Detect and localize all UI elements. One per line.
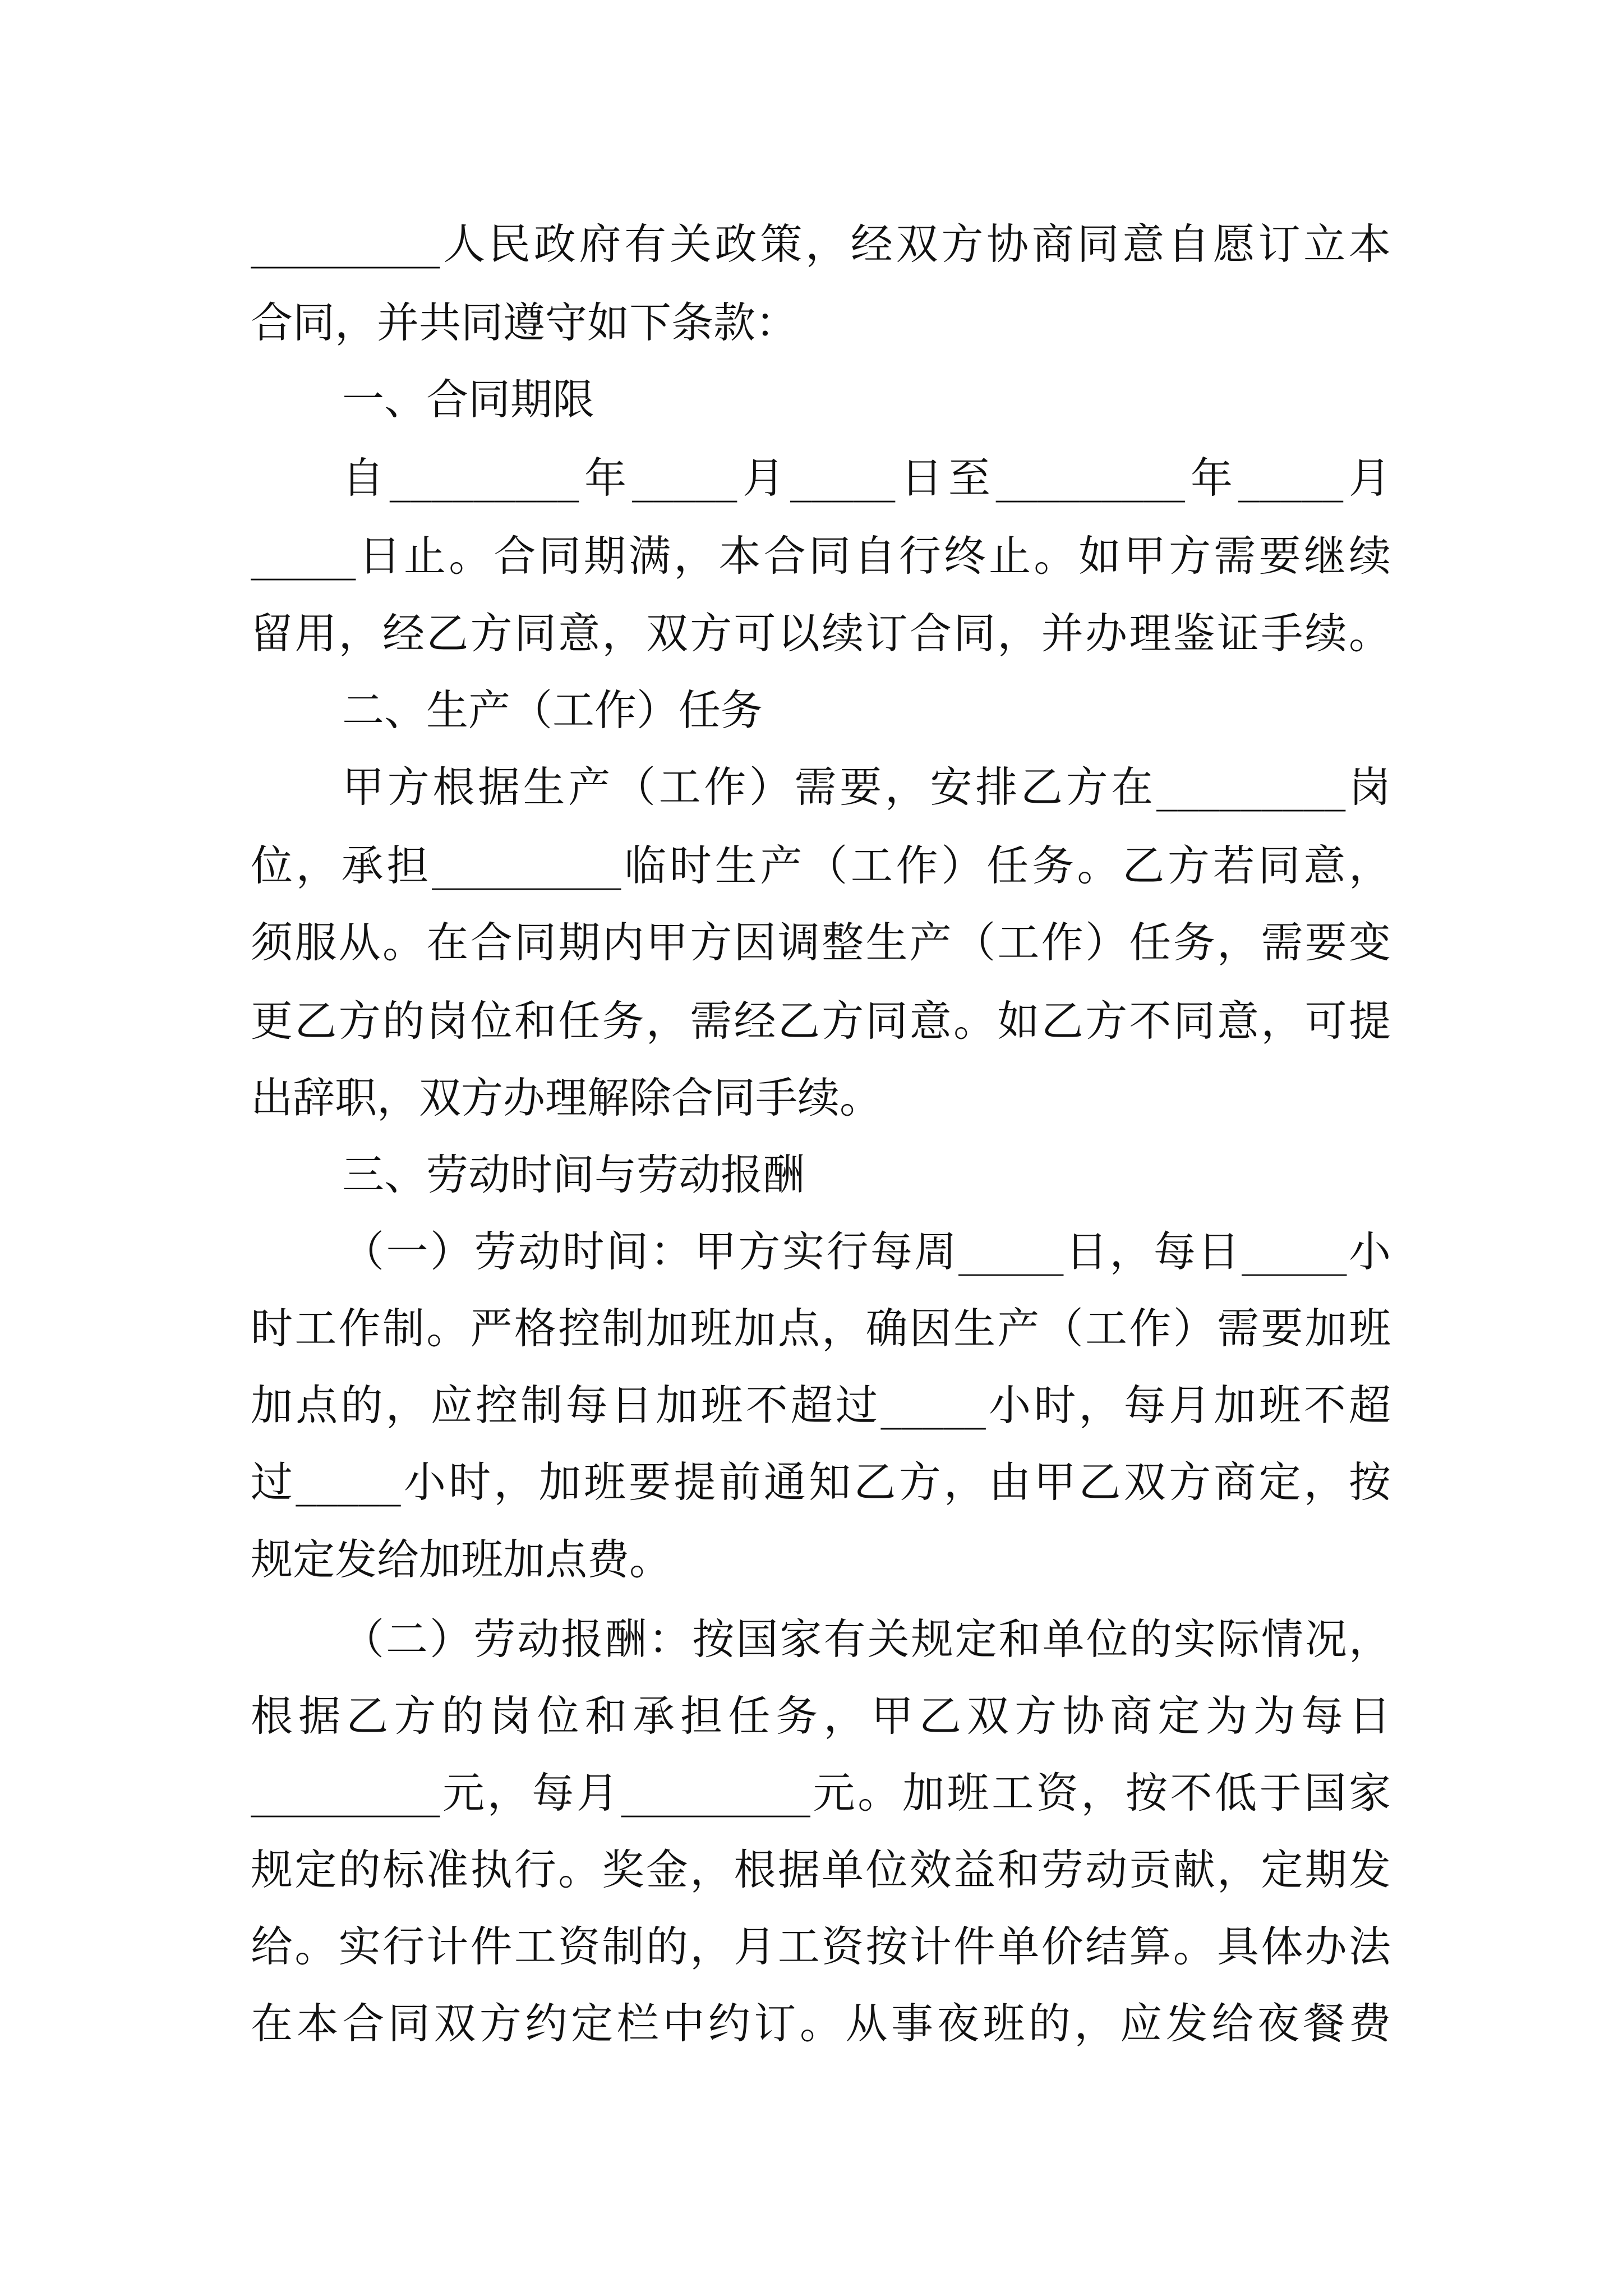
working-hours-line-2: 时工作制。严格控制加班加点，确因生产（工作）需要加班 [251,1304,1391,1353]
intro-line-1: _________人民政府有关政策，经双方协商同意自愿订立本 [251,219,1391,269]
contract-term-line-3: 留用，经乙方同意，双方可以续订合同，并办理鉴证手续。 [251,609,1391,658]
work-task-line-3: 须服从。在合同期内甲方因调整生产（工作）任务，需要变 [251,918,1391,967]
work-task-line-1: 甲方根据生产（工作）需要，安排乙方在_________岗 [342,762,1391,812]
remuneration-line-3: _________元，每月_________元。加班工资，按不低于国家 [251,1768,1391,1818]
remuneration-line-1: （二）劳动报酬：按国家有关规定和单位的实际情况， [342,1614,1391,1664]
remuneration-line-6: 在本合同双方约定栏中约订。从事夜班的，应发给夜餐费 [251,1999,1391,2048]
remuneration-line-4: 规定的标准执行。奖金，根据单位效益和劳动贡献，定期发 [251,1845,1391,1894]
work-task-line-2: 位，承担_________临时生产（工作）任务。乙方若同意， [251,841,1391,890]
section-heading-work-task: 二、生产（工作）任务 [342,685,763,735]
working-hours-line-5: 规定发给加班加点费。 [251,1535,672,1584]
work-task-line-5: 出辞职，双方办理解除合同手续。 [251,1073,882,1122]
section-heading-hours-and-pay: 三、劳动时间与劳动报酬 [342,1150,805,1199]
section-heading-contract-term: 一、合同期限 [342,375,595,424]
working-hours-line-1: （一）劳动时间：甲方实行每周_____日，每日_____小 [342,1227,1391,1276]
work-task-line-4: 更乙方的岗位和任务，需经乙方同意。如乙方不同意，可提 [251,996,1391,1046]
remuneration-line-5: 给。实行计件工资制的，月工资按计件单价结算。具体办法 [251,1922,1391,1971]
contract-term-line-1: 自_________年_____月_____日至_________年_____月 [342,453,1391,503]
working-hours-line-3: 加点的，应控制每日加班不超过_____小时，每月加班不超 [251,1381,1391,1430]
intro-line-2: 合同，并共同遵守如下条款： [251,298,798,347]
working-hours-line-4: 过_____小时，加班要提前通知乙方，由甲乙双方商定，按 [251,1457,1391,1507]
contract-term-line-2: _____日止。合同期满，本合同自行终止。如甲方需要继续 [251,531,1391,581]
remuneration-line-2: 根据乙方的岗位和承担任务，甲乙双方协商定为为每日 [251,1691,1391,1741]
